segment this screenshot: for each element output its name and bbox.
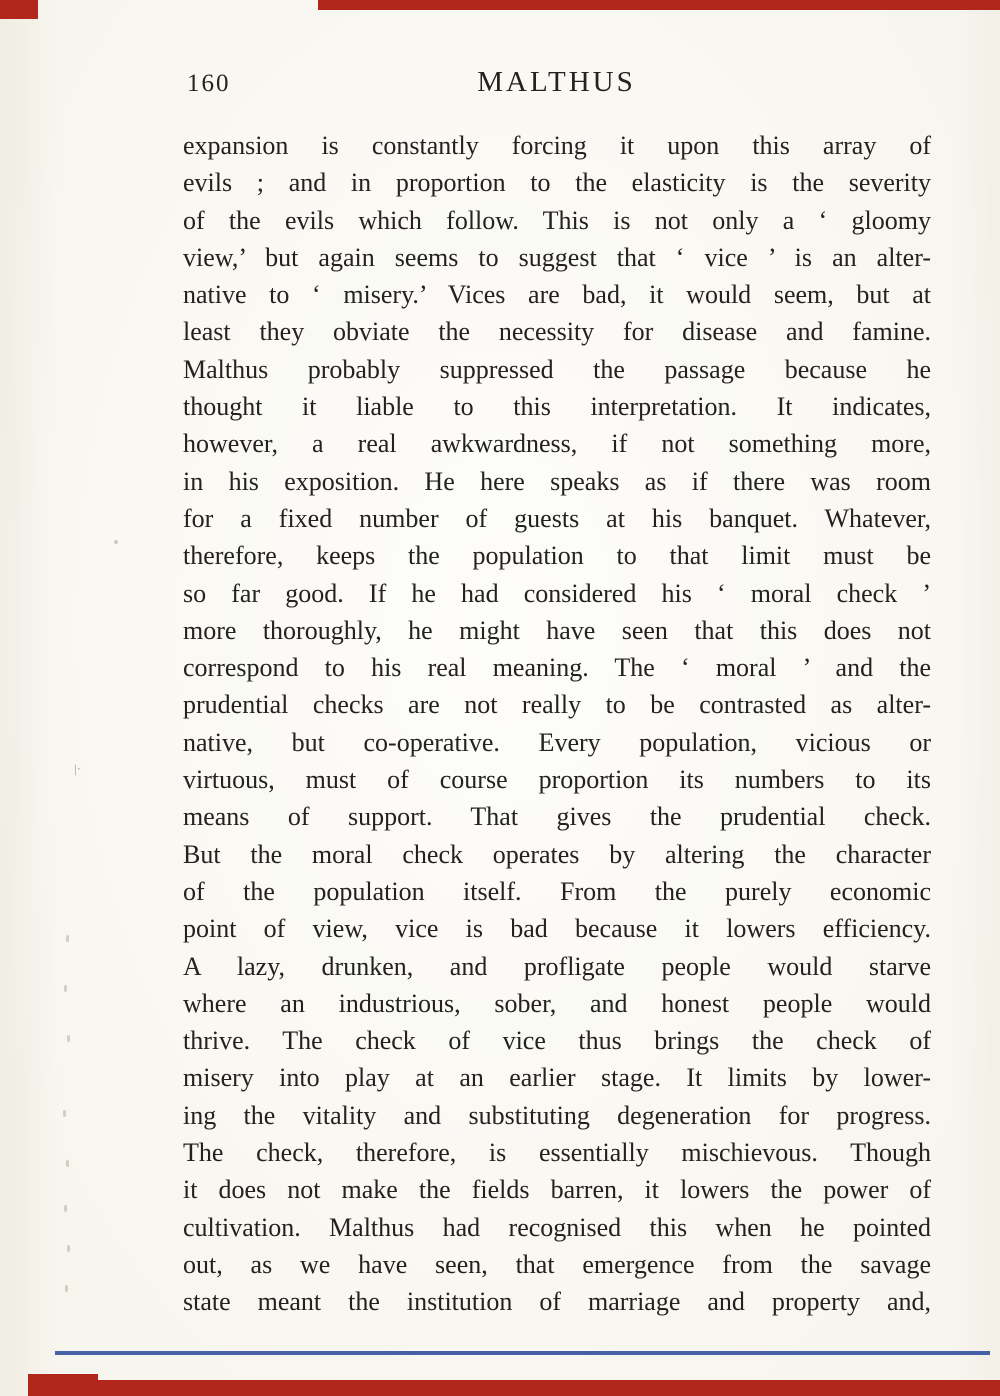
page-number: 160 [187,70,231,97]
text-line: ing the vitality and substituting degeneration for progress. [183,1100,931,1130]
margin-speck [67,1035,70,1042]
margin-speck [64,985,67,992]
text-line: native to ‘ misery.’ Vices are bad, it would seem, but at [183,280,931,310]
text-line: prudential checks are not really to be contrasted as alter- [183,690,931,720]
text-line: therefore, keeps the population to that limit must be [183,541,931,571]
text-line: thrive. The check of vice thus brings the check of [183,1026,931,1056]
text-line: so far good. If he had considered his ‘ moral check ’ [183,578,931,608]
text-line: of the evils which follow. This is not only a ‘ gloomy [183,205,931,235]
margin-speck [64,1205,67,1212]
text-line: of the population itself. From the purely economic [183,876,931,906]
text-line: virtuous, must of course proportion its numbers to its [183,765,931,795]
text-line: evils ; and in proportion to the elasticity is the severity [183,168,931,198]
scan-artifact-red-bar-bottom [28,1380,1000,1396]
text-line: view,’ but again seems to suggest that ‘ vice ’ is an alter- [183,242,931,272]
text-line: state meant the institution of marriage and property and, [183,1287,931,1317]
text-line: A lazy, drunken, and profligate people would starve [183,951,931,981]
text-line: however, a real awkwardness, if not something more, [183,429,931,459]
text-line: it does not make the fields barren, it lowers the power of [183,1175,931,1205]
text-line: more thoroughly, he might have seen that this does not [183,615,931,645]
text-line: correspond to his real meaning. The ‘ moral ’ and the [183,653,931,683]
text-line: for a fixed number of guests at his banquet. Whatever, [183,503,931,533]
text-line: Malthus probably suppressed the passage because he [183,354,931,384]
margin-speck [66,935,69,942]
text-line: expansion is constantly forcing it upon this array of [183,131,931,160]
margin-speck [66,1160,69,1167]
text-line: out, as we have seen, that emergence from the savage [183,1249,931,1279]
text-line: misery into play at an earlier stage. It limits by lower- [183,1063,931,1093]
margin-speck [63,1110,66,1117]
body-text [183,127,931,1321]
text-line: The check, therefore, is essentially mischievous. Though [183,1138,931,1168]
scan-artifact-red-bar-top [318,0,1000,10]
text-line: point of view, vice is bad because it lowers efficiency. [183,914,931,944]
text-line: where an industrious, sober, and honest people would [183,988,931,1018]
text-line: native, but co-operative. Every population, vicious or [183,727,931,757]
page-header [183,64,930,104]
scan-artifact-blue-line [55,1351,990,1355]
text-line: cultivation. Malthus had recognised this when he pointed [183,1212,931,1242]
text-line: least they obviate the necessity for disease and famine. [183,317,931,347]
margin-speck [67,1245,70,1252]
margin-mark: |· [74,761,81,776]
text-line: thought it liable to this interpretation. It indicates, [183,392,931,422]
text-line: But the moral check operates by altering the character [183,839,931,869]
running-title: MALTHUS [477,66,636,98]
text-line: in his exposition. He here speaks as if there was room [183,466,931,496]
scan-artifact-red-bar-top-left [0,0,38,19]
margin-speck [114,540,118,544]
margin-speck [65,1285,68,1292]
text-line: means of support. That gives the prudential check. [183,802,931,832]
